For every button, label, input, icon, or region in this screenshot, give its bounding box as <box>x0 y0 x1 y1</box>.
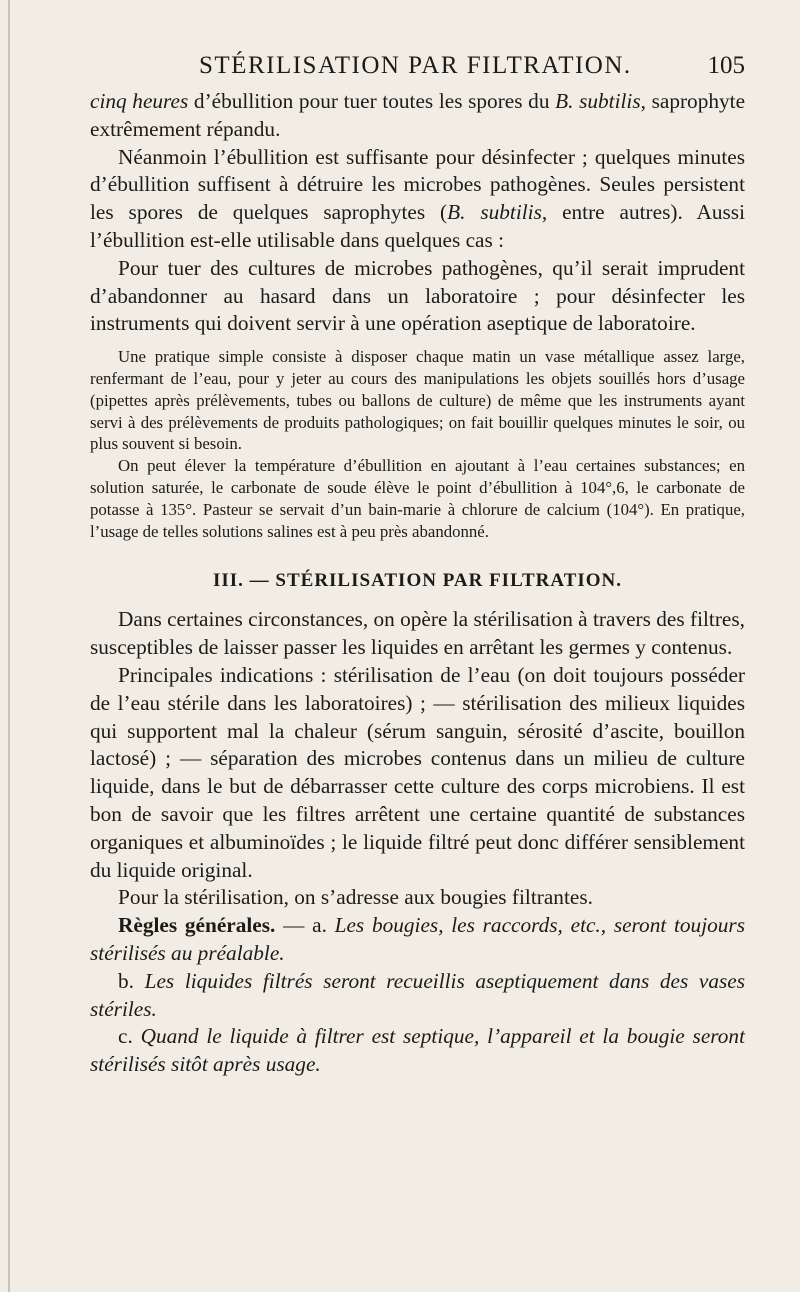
rule-prefix: — a. <box>275 913 335 938</box>
rule-a-text: Les bougies, les raccords, etc., seront toujours stérilisés au préalable. <box>90 913 745 965</box>
page-body <box>90 88 745 1079</box>
rules-paragraph-b <box>90 968 745 1024</box>
section-paragraph-bougies: Pour la stérilisation, on s’adresse aux bougies filtrantes. <box>118 885 593 910</box>
text-run: Néanmoin l’ébullition est suffisante pour désinfecter ; quelques minutes d’ébullition suffisent à détruire les microbes pathogènes. Seules persistent les spores de quelques saprophytes ( <box>90 144 745 225</box>
rules-paragraph-c <box>90 1023 745 1079</box>
page-edge-line <box>8 0 10 1292</box>
section-heading: III. — STÉRILISATION PAR FILTRATION. <box>212 570 623 592</box>
rule-prefix: b. <box>118 968 145 993</box>
paragraph-continuation <box>90 88 745 144</box>
running-title: STÉRILISATION PAR FILTRATION. <box>199 52 632 79</box>
section-paragraph-indications: Principales indications : stérilisation de l’eau (on doit toujours posséder de l’eau stérile dans les laboratoires) ; — stérilisation des milieux liquides qui supportent mal la chaleur (sérum sanguin, sérosité d’ascite, bouillon lactosé) ; — séparation des microbes contenus dans un milieu de culture liquide, dans le but de débarrasser cette culture des corps microbiens. Il est bon de savoir que les filtres arrêtent une certaine quantité de substances organiques et albuminoïdes ; le liquide filtré peut donc différer sensiblement du liquide original. <box>90 662 745 882</box>
italic-text: cinq heures <box>90 89 189 113</box>
rules-label: Règles générales. <box>118 913 276 938</box>
text-run: , entre autres). Aussi l’ébullition est-elle utilisable dans quelques cas : <box>90 200 746 252</box>
text-run: d’ébullition pour tuer toutes les spores du <box>188 89 556 113</box>
rule-b-text: Les liquides filtrés seront recueillis aseptiquement dans des vases stériles. <box>90 968 746 1021</box>
note-paragraph-practice: Une pratique simple consiste à disposer chaque matin un vase métallique assez large, renfermant de l’eau, pour y jeter au cours des manipulations les objets souillés hors d’usage (pipettes après prélèvements, tubes ou ballons de culture) de même que les instruments ayant servi à des prélèvements de produits pathologiques; on fait bouillir quelques minutes le soir, ou plus souvent si besoin. <box>90 347 745 454</box>
rule-prefix: c. <box>118 1024 141 1049</box>
page-header <box>115 52 745 88</box>
rules-paragraph-a <box>90 912 745 968</box>
species-name: B. subtilis <box>555 89 641 113</box>
species-name: B. subtilis <box>447 200 542 225</box>
page-number: 105 <box>707 52 745 79</box>
paragraph-ebullition <box>90 144 745 255</box>
section-paragraph-intro: Dans certaines circonstances, on opère la stérilisation à travers des filtres, susceptibles de laisser passer les liquides en arrêtant les germes y contenus. <box>90 607 745 660</box>
note-paragraph-temperature: On peut élever la température d’ébullition en ajoutant à l’eau certaines substances; en solution saturée, le carbonate de soude élève le point d’ébullition à 104°,6, le carbonate de potasse à 135°. Pasteur se servait d’un bain-marie à chlorure de calcium (104°). En pratique, l’usage de telles solutions salines est à peu près abandonné. <box>90 456 745 541</box>
text-run: , saprophyte extrêmement répandu. <box>90 89 746 141</box>
rule-c-text: Quand le liquide à filtrer est septique, l’appareil et la bougie seront stérilisés sitôt après usage. <box>90 1024 745 1077</box>
paragraph-uses: Pour tuer des cultures de microbes pathogènes, qu’il serait imprudent d’abandonner au hasard dans un laboratoire ; pour désinfecter les instruments qui doivent servir à une opération aseptique de laboratoire. <box>90 255 745 336</box>
